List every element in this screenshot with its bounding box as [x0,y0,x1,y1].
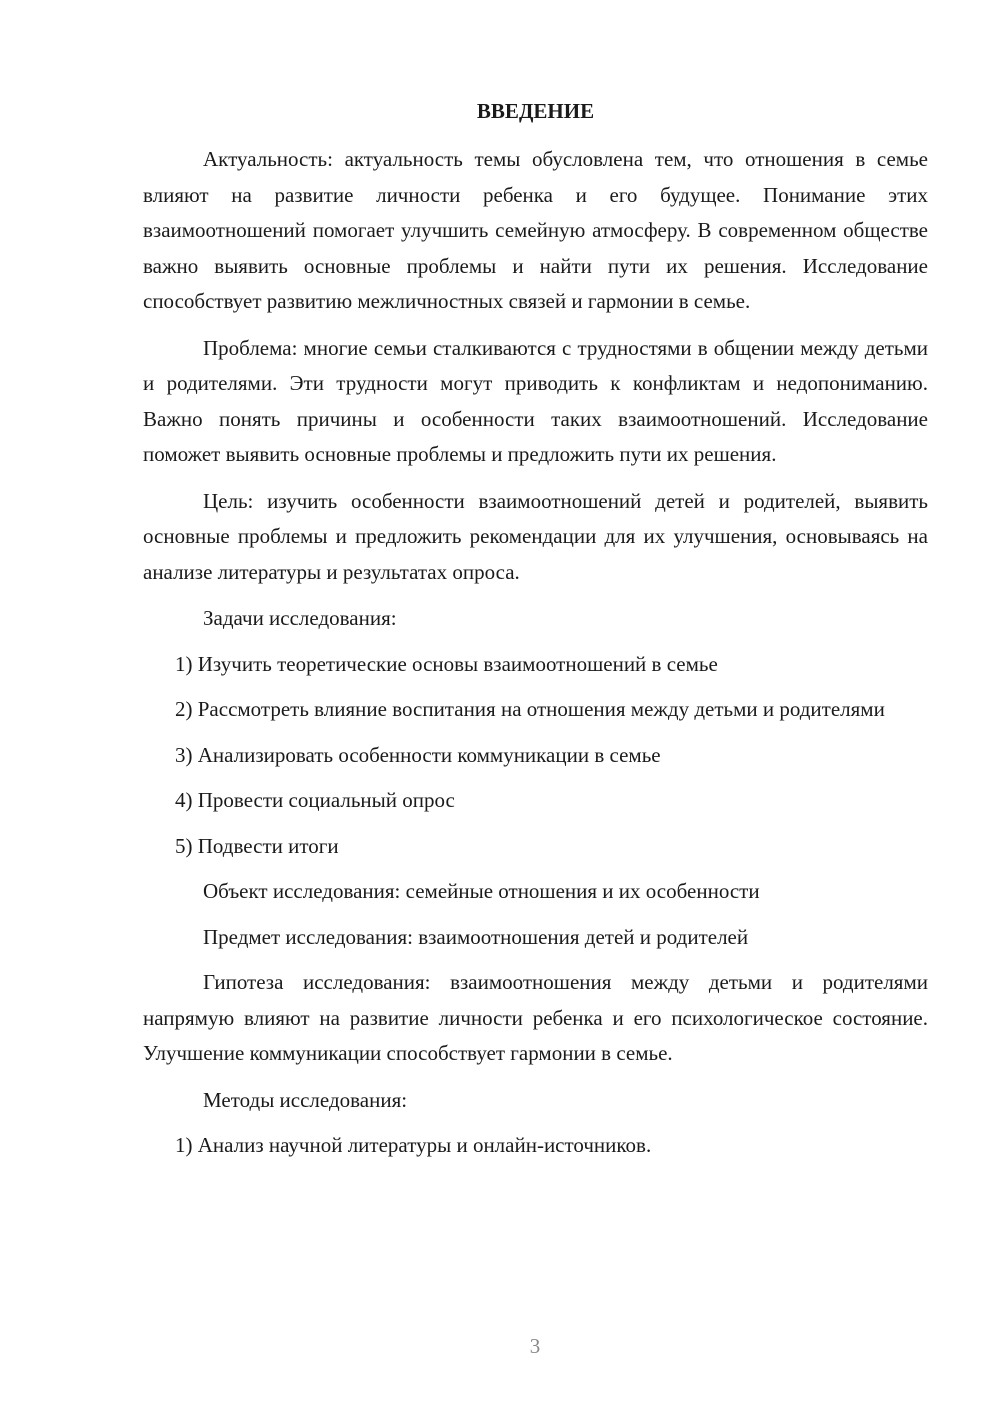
subject-line: Предмет исследования: взаимоотношения детей и родителей [203,924,749,949]
task-item: 4) Провести социальный опрос [175,788,455,812]
page-number: 3 [529,1334,541,1358]
tasks-heading: Задачи исследования: [203,606,397,630]
method-item: 1) Анализ научной литературы и онлайн-источников. [175,1133,652,1157]
document-page [143,94,928,1174]
problem-paragraph: Проблема: многие семьи сталкиваются с трудностями в общении между детьми и родителями. Эти трудности могут приводить к конфликтам и недопониманию. Важно понять причины и особенности таких взаимоотношений. Исследование поможет выявить основные проблемы и предложить пути их решения. [143,335,928,466]
hypothesis-paragraph: Гипотеза исследования: взаимоотношения между детьми и родителями напрямую влияют на развитие личности ребенка и его психологическое состояние. Улучшение коммуникации способствует гармонии в семье. [143,970,928,1065]
relevance-paragraph: Актуальность: актуальность темы обусловлена тем, что отношения в семье влияют на развитие личности ребенка и его будущее. Понимание этих взаимоотношений помогает улучшить семейную атмосферу. В современном обществе важно выявить основные проблемы и найти пути их решения. Исследование способствует развитию межличностных связей и гармонии в семье. [143,147,928,313]
task-item: 1) Изучить теоретические основы взаимоотношений в семье [175,651,718,676]
methods-heading: Методы исследования: [203,1087,408,1112]
task-item: 3) Анализировать особенности коммуникации в семье [175,742,661,767]
task-item: 5) Подвести итоги [175,833,339,858]
object-line: Объект исследования: семейные отношения и их особенности [203,879,760,903]
page-title: ВВЕДЕНИЕ [476,99,595,123]
goal-paragraph: Цель: изучить особенности взаимоотношений детей и родителей, выявить основные проблемы и предложить рекомендации для их улучшения, основываясь на анализе литературы и результатах опроса. [143,488,928,584]
task-item: 2) Рассмотреть влияние воспитания на отношения между детьми и родителями [175,697,885,721]
